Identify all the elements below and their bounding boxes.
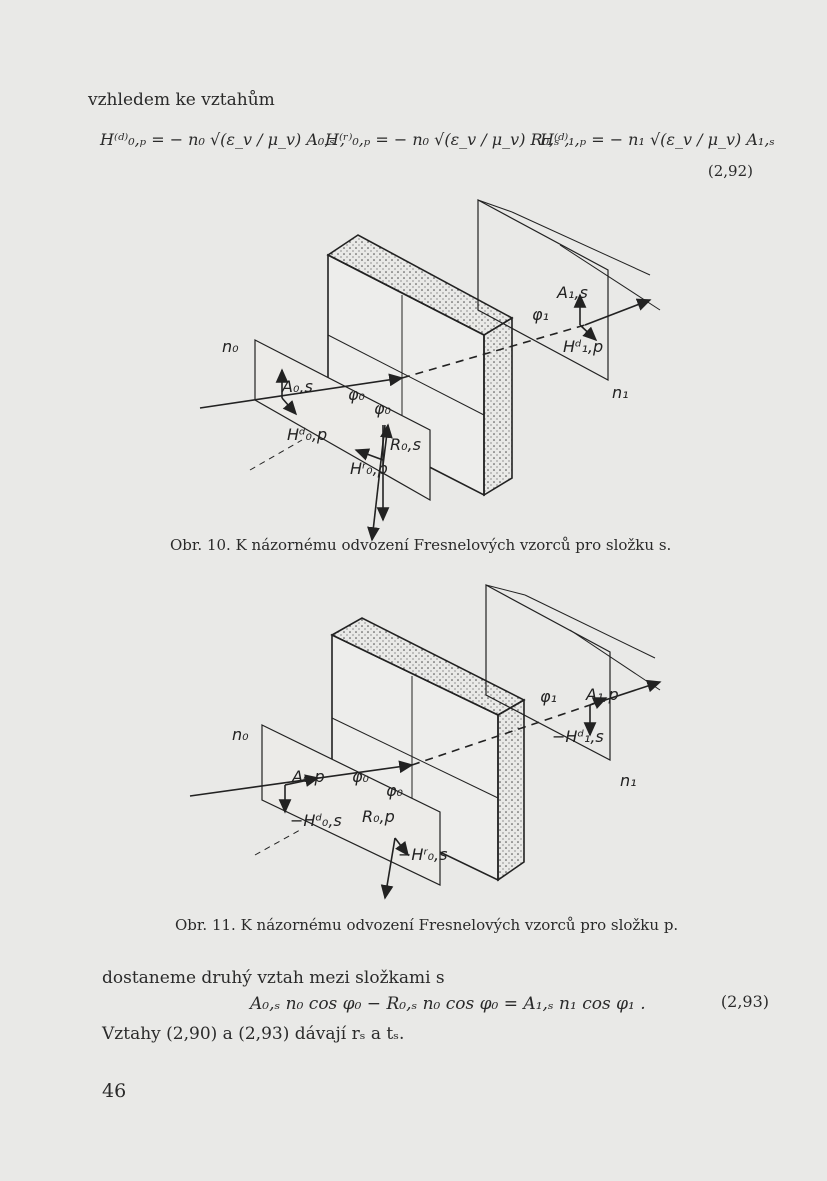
fig10-label-phi0b: φ₀: [374, 399, 391, 418]
equation-h0p-d: H⁽ᵈ⁾₀,ₚ = − n₀ √(ε_v / μ_v) A₀,ₛ ,: [100, 130, 345, 149]
equation-number-292: (2,92): [707, 162, 753, 180]
fig10-label-phi0a: φ₀: [348, 385, 365, 404]
fig11-label-H1s-d: −Hᵈ₁,s: [552, 727, 604, 746]
slab-side-face-11: [498, 700, 524, 880]
fig11-label-A1p: A₁,p: [586, 685, 619, 704]
intro-text: vzhledem ke vztahům: [88, 90, 275, 110]
fig10-label-H0p-r: Hʳ₀,p: [350, 459, 388, 478]
fig10-label-n0: n₀: [222, 337, 239, 356]
equation-h1p-d: H⁽ᵈ⁾₁,ₚ = − n₁ √(ε_v / μ_v) A₁,ₛ: [540, 130, 775, 149]
fig11-label-R0p: R₀,p: [362, 807, 395, 826]
fig11-label-phi0a: φ₀: [352, 767, 369, 786]
fig10-label-phi1: φ₁: [532, 305, 549, 324]
fig11-label-H0s-d: −Hᵈ₀,s: [290, 811, 342, 830]
paragraph-second-relation: dostaneme druhý vztah mezi složkami s: [102, 968, 445, 988]
paragraph-final: Vztahy (2,90) a (2,93) dávají rₛ a tₛ.: [102, 1024, 405, 1044]
fig10-label-A1s: A₁,s: [557, 283, 588, 302]
fig11-label-A0p: A₀,p: [292, 767, 325, 786]
fig10-label-H1p-d: Hᵈ₁,p: [563, 337, 604, 356]
fig11-label-phi1: φ₁: [540, 687, 557, 706]
fig11-label-phi0b: φ₀: [386, 781, 403, 800]
fig11-label-n0: n₀: [232, 725, 249, 744]
equation-h0p-r: H⁽ʳ⁾₀,ₚ = − n₀ √(ε_v / μ_v) R₀,ₛ ,: [325, 130, 570, 149]
fig10-label-A0s: A₀,s: [282, 377, 313, 396]
equation-number-293: (2,93): [720, 992, 769, 1011]
figure-10-caption: Obr. 10. K názornému odvození Fresnelových vzorců pro složku s.: [170, 536, 672, 554]
fig10-label-H0p-d: Hᵈ₀,p: [287, 425, 328, 444]
page-number: 46: [102, 1080, 127, 1102]
fig10-label-R0s: R₀,s: [390, 435, 421, 454]
fig10-label-n1: n₁: [612, 383, 629, 402]
equation-293: A₀,ₛ n₀ cos φ₀ − R₀,ₛ n₀ cos φ₀ = A₁,ₛ n₁ cos φ₁ .: [250, 994, 646, 1014]
fig11-label-n1: n₁: [620, 771, 637, 790]
fig11-label-H0s-r: −Hʳ₀,s: [398, 845, 448, 864]
figure-11-caption: Obr. 11. K názornému odvození Fresnelových vzorců pro složku p.: [175, 916, 679, 934]
